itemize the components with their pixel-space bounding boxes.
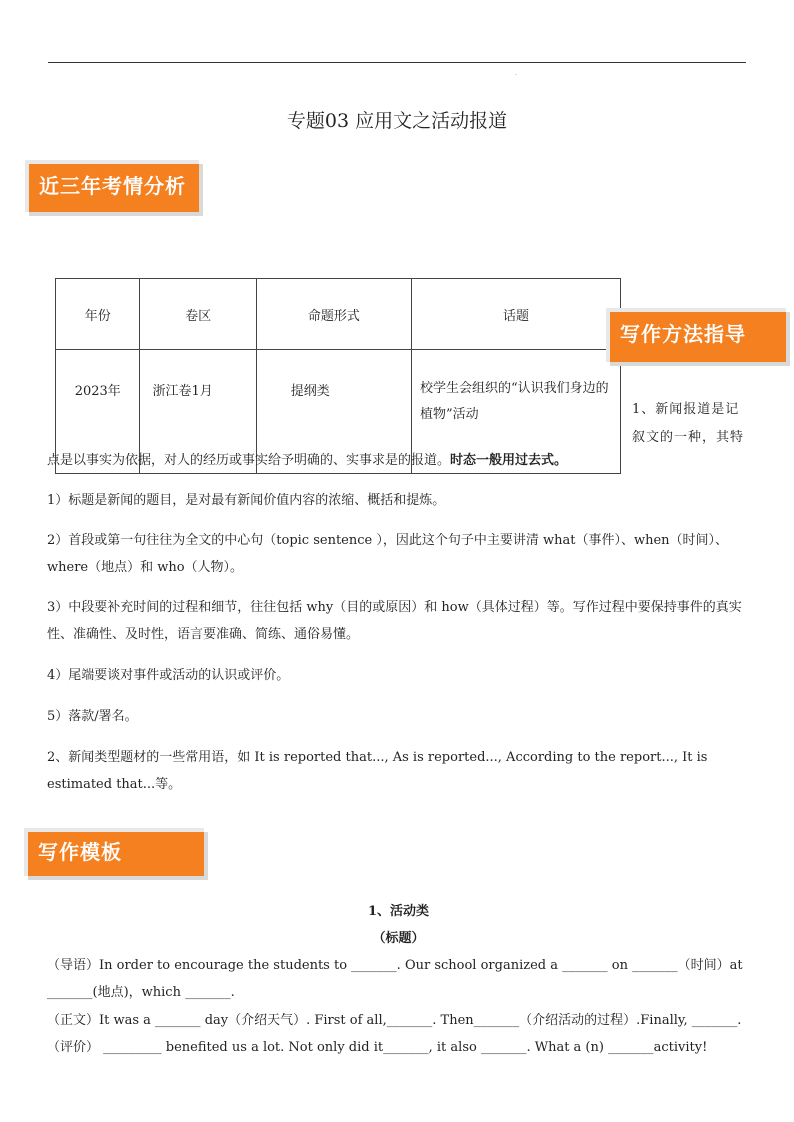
- method-intro-side: 1、新闻报道是记叙文的一种，其特: [632, 402, 745, 445]
- method-point-3: 3）中段要补充时间的过程和细节，往往包括 why（目的或原因）和 how（具体过程）等。写作过程中要保持事件的真实性、准确性、及时性，语言要准确、简练、通俗易懂。: [47, 600, 742, 642]
- method-point-1: 1）标题是新闻的题目，是对最有新闻价值内容的浓缩、概括和提炼。: [47, 493, 446, 508]
- method-intro-bold: 时态一般用过去式。: [450, 453, 568, 468]
- section-tag-method: 写作方法指导: [606, 308, 786, 362]
- header-mark: .: [515, 70, 517, 77]
- table-cell-topic: 校学生会组织的“认识我们身边的植物”活动: [412, 350, 621, 474]
- table-header-cell: 命题形式: [256, 279, 411, 350]
- template-line-lead: （导语）In order to encourage the students to _______. Our school organized a _______ on _______（时间）at _______(地点)，which _______.: [47, 958, 743, 1000]
- method-intro-text: 点是以事实为依据，对人的经历或事实给予明确的、实事求是的报道。: [47, 453, 451, 468]
- table-header-cell: 卷区: [140, 279, 256, 350]
- method-point-2: 2）首段或第一句往往为全文的中心句（topic sentence ），因此这个句子中主要讲清 what（事件）、when（时间）、where（地点）和 who（人物）。: [47, 533, 729, 575]
- exam-table: [55, 278, 621, 474]
- method-common-phrases: 2、新闻类型题材的一些常用语，如 It is reported that..., As is reported..., According to the report..., It is estimated that...等。: [47, 750, 708, 792]
- method-point-4: 4）尾端要谈对事件或活动的认识或评价。: [47, 668, 290, 683]
- template-heading: 1、活动类: [367, 904, 430, 919]
- table-cell-format: 提纲类: [256, 350, 411, 474]
- template-line-body: （正文）It was a _______ day（介绍天气）. First of all,_______. Then_______（介绍活动的过程）.Finally, _______.: [47, 1013, 742, 1028]
- method-intro-paragraph: [47, 447, 750, 474]
- template-line-comment: （评价） _________ benefited us a lot. Not only did it_______, it also _______. What a (n) _______activity!: [47, 1040, 708, 1055]
- section-tag-template: 写作模板: [24, 828, 204, 876]
- page-title: 专题03 应用文之活动报道: [286, 110, 508, 132]
- table-cell-year: 2023年: [56, 350, 140, 474]
- method-point-5: 5）落款/署名。: [47, 709, 138, 724]
- table-header-cell: 话题: [412, 279, 621, 350]
- table-cell-region: 浙江卷1月: [140, 350, 256, 474]
- table-header-cell: 年份: [56, 279, 140, 350]
- section-tag-analysis: 近三年考情分析: [25, 160, 199, 212]
- table-header-row: [56, 279, 621, 350]
- top-rule: [48, 62, 746, 63]
- template-subheading: （标题）: [372, 931, 425, 946]
